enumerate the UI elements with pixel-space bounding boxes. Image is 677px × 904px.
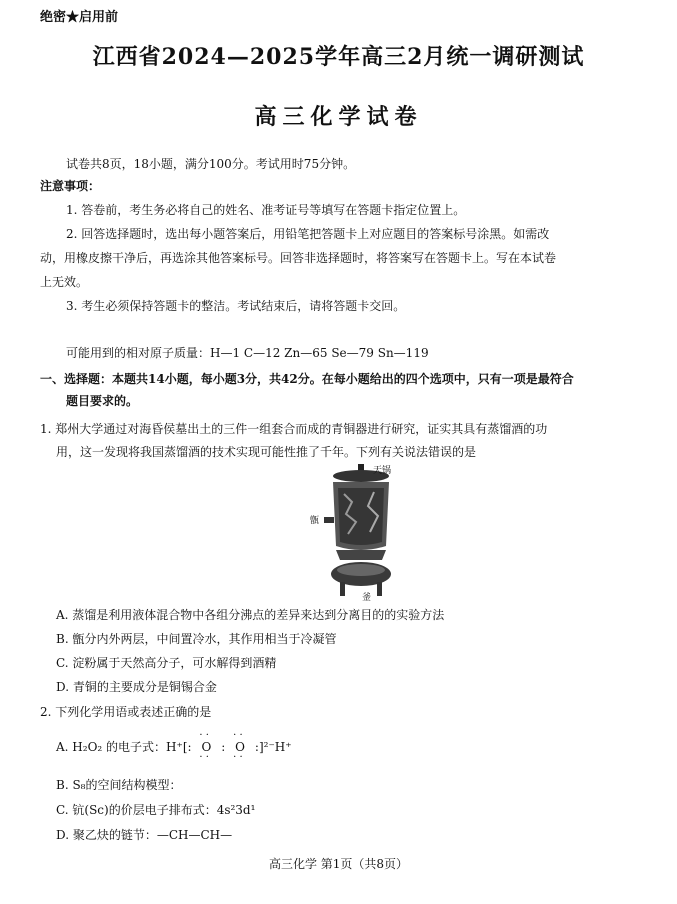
atomic-masses: 可能用到的相对原子质量：H—1 C—12 Zn—65 Se—79 Sn—119 — [66, 346, 429, 360]
option-c: C. 钪(Sc)的价层电子排布式：4s²3d¹ — [56, 803, 256, 817]
option-d: D. 聚乙炔的链节：—CH—CH— — [56, 828, 233, 842]
notice-item: 2. 回答选择题时，选出每小题答案后，用铅笔把答题卡上对应题目的答案标号涂黑。如需改 — [66, 227, 550, 241]
option-c: C. 淀粉属于天然高分子，可水解得到酒精 — [56, 656, 277, 670]
exam-info: 试卷共8页，18小题，满分100分。考试用时75分钟。 — [66, 157, 356, 171]
figure-label-zeng: 甑 — [310, 516, 320, 526]
notice-title: 注意事项： — [40, 179, 101, 193]
confidential-mark: 绝密★启用前 — [40, 10, 119, 25]
question-2-stem: 2. 下列化学用语或表述正确的是 — [40, 705, 212, 719]
paper-subtitle: 高三化学试卷 — [254, 104, 423, 130]
shared-pair-icon: : — [221, 740, 226, 754]
question-1-stem: 用，这一发现将我国蒸馏酒的技术实现可能性推了千年。下列有关说法错误的是 — [56, 445, 477, 459]
option-a-prefix: A. H₂O₂ 的电子式：H⁺[: — [56, 740, 192, 754]
figure-label-fu: 釜 — [362, 593, 372, 603]
distiller-illustration — [318, 462, 408, 602]
notice-item: 3. 考生必须保持答题卡的整洁。考试结束后，请将答题卡交回。 — [66, 299, 406, 313]
oxygen-atom-2: · · O · · — [233, 730, 246, 763]
electron-dots-icon: · · — [233, 730, 243, 741]
option-b: B. 甑分内外两层，中间置冷水，其作用相当于冷凝管 — [56, 632, 337, 646]
section-heading: 一、选择题：本题共14小题，每小题3分，共42分。在每小题给出的四个选项中，只有一项是最符合 — [40, 372, 574, 386]
page-footer: 高三化学 第1页（共8页） — [268, 857, 409, 871]
option-a-electron-formula — [56, 730, 292, 763]
option-a-suffix: :]²⁻H⁺ — [254, 740, 292, 754]
bronze-distiller-figure — [318, 462, 408, 602]
option-b: B. S₈的空间结构模型： — [56, 778, 182, 792]
option-a: A. 蒸馏是利用液体混合物中各组分沸点的差异来达到分离目的的实验方法 — [56, 608, 445, 622]
electron-dots-icon: · · — [233, 752, 243, 763]
electron-dots-icon: · · — [199, 752, 209, 763]
figure-label-tianguo: 天锅 — [373, 466, 392, 476]
oxygen-atom-1: · · O · · — [199, 730, 212, 763]
exam-title: 江西省2024—2025学年高三2月统一调研测试 — [92, 44, 585, 70]
notice-item: 上无效。 — [40, 275, 89, 289]
section-heading: 题目要求的。 — [66, 394, 139, 408]
electron-dots-icon: · · — [199, 730, 209, 741]
notice-item: 动，用橡皮擦干净后，再选涂其他答案标号。回答非选择题时，将答案写在答题卡上。写在本试卷 — [40, 251, 557, 265]
notice-item: 1. 答卷前，考生务必将自己的姓名、准考证号等填写在答题卡指定位置上。 — [66, 203, 466, 217]
question-1-stem: 1. 郑州大学通过对海昏侯墓出土的三件一组套合而成的青铜器进行研究，证实其具有蒸馏酒的功 — [40, 422, 548, 436]
option-d: D. 青铜的主要成分是铜锡合金 — [56, 680, 217, 694]
